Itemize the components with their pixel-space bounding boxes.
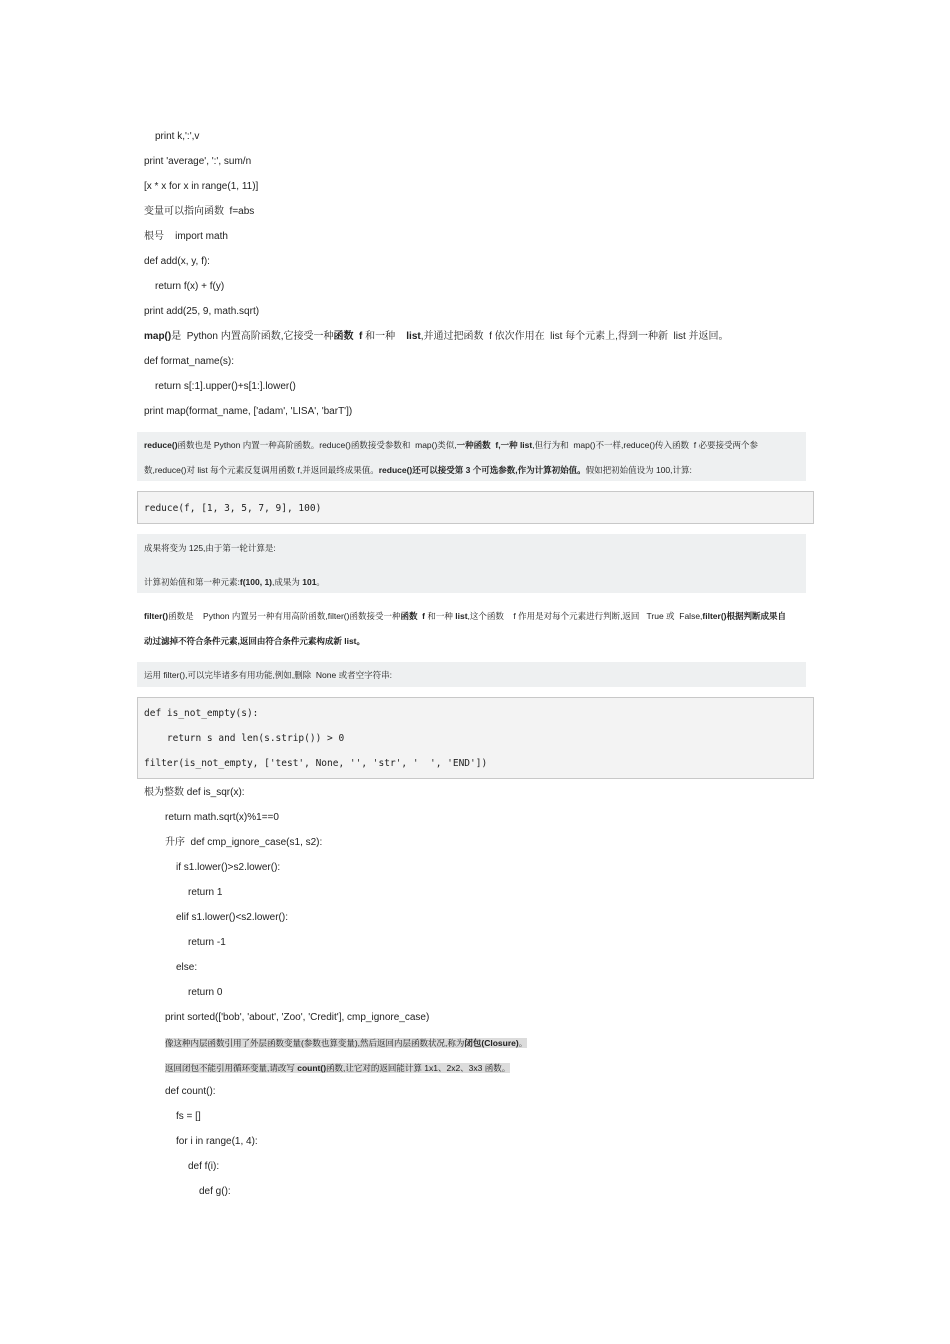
code-line: print k,':',v (155, 131, 200, 142)
reduce-note-line: 数,reduce()对 list 每个元素反复调用函数 f,并返回最终成果值。reduce()还可以接受第 3 个可选参数,作为计算初始值。假如把初始值设为 100,计算: (144, 465, 692, 475)
code-line: [x * x for x in range(1, 11)] (144, 181, 259, 192)
result-note-line: 成果将变为 125,由于第一轮计算是: (144, 543, 276, 553)
code-line: def count(): (165, 1086, 216, 1097)
code-line: fs = [] (176, 1111, 201, 1122)
filter-note-line: filter()函数是 Python 内置另一种有用高阶函数,filter()函数接受一种函数 f 和一种 list,这个函数 f 作用是对每个元素进行判断,返回 True 或 False,filter()根据判断成果自 (144, 611, 786, 621)
code-line: def f(i): (188, 1161, 220, 1172)
code-line: def add(x, y, f): (144, 256, 210, 267)
code-line: print sorted(['bob', 'about', 'Zoo', 'Credit'], cmp_ignore_case) (165, 1012, 430, 1023)
text-line: 根为整数 def is_sqr(x): (144, 787, 245, 798)
text-line: 升序 def cmp_ignore_case(s1, s2): (165, 837, 323, 848)
code-line: return s and len(s.strip()) > 0 (144, 733, 345, 744)
code-line: print map(format_name, ['adam', 'LISA', 'barT']) (144, 406, 353, 417)
code-line: def is_not_empty(s): (144, 708, 259, 719)
code-line: return math.sqrt(x)%1==0 (165, 812, 279, 823)
reduce-note-line: reduce()函数也是 Python 内置一种高阶函数。reduce()函数接受参数和 map()类似,一种函数 f,一种 list,但行为和 map()不一样,reduce()传入函数 f 必要接受两个参 (144, 440, 758, 450)
code-line: elif s1.lower()<s2.lower(): (176, 912, 288, 923)
code-line: return -1 (188, 937, 226, 948)
code-line: if s1.lower()>s2.lower(): (176, 862, 281, 873)
text-line: 变量可以指向函数 f=abs (144, 206, 255, 217)
count-note: 返回闭包不能引用循环变量,请改写 count()函数,让它对的返回能计算 1x1、2x2、3x3 函数。 (165, 1063, 511, 1073)
code-line: def format_name(s): (144, 356, 235, 367)
code-line: reduce(f, [1, 3, 5, 7, 9], 100) (144, 503, 322, 514)
closure-note: 像这种内层函数引用了外层函数变量(参数也算变量),然后返回内层函数状况,称为闭包(Closure)。 (165, 1038, 528, 1048)
code-line: return f(x) + f(y) (155, 281, 225, 292)
code-line: filter(is_not_empty, ['test', None, '', 'str', ' ', 'END']) (144, 758, 488, 769)
code-line: print 'average', ':', sum/n (144, 156, 252, 167)
code-line: for i in range(1, 4): (176, 1136, 258, 1147)
code-line: return 0 (188, 987, 223, 998)
result-note-line: 计算初始值和第一种元素:f(100, 1),成果为 101。 (144, 577, 325, 587)
code-line: print add(25, 9, math.sqrt) (144, 306, 260, 317)
code-line: return s[:1].upper()+s[1:].lower() (155, 381, 296, 392)
code-line: def g(): (199, 1186, 231, 1197)
filter-use-line: 运用 filter(),可以完毕诸多有用功能,例如,删除 None 或者空字符串: (144, 670, 392, 680)
filter-note-line: 动过滤掉不符合条件元素,返回由符合条件元素构成新 list。 (144, 636, 366, 646)
text-line: 根号 import math (144, 231, 228, 242)
code-line: return 1 (188, 887, 223, 898)
map-description: map()是 Python 内置高阶函数,它接受一种函数 f 和一种 list,并通过把函数 f 依次作用在 list 每个元素上,得到一种新 list 并返回。 (144, 331, 729, 342)
code-line: else: (176, 962, 198, 973)
